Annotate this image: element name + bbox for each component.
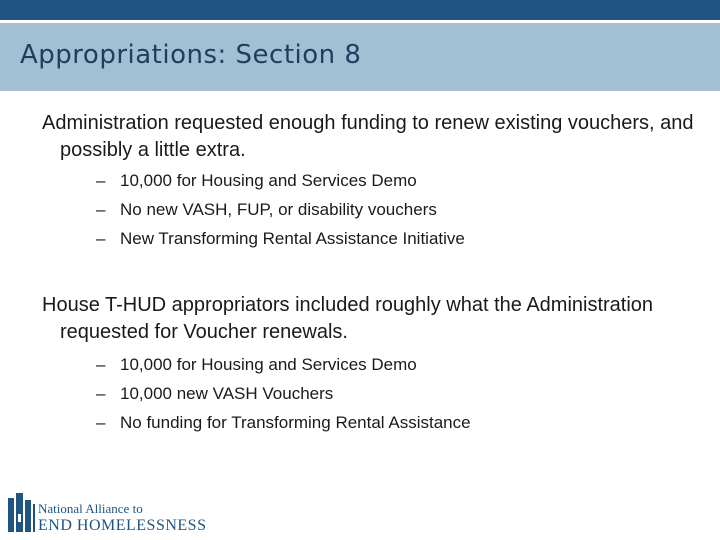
logo-bar-4: [33, 504, 35, 532]
sub-item: [96, 166, 465, 195]
dash-icon: –: [96, 413, 106, 432]
sub-item-text: No new VASH, FUP, or disability vouchers: [120, 200, 437, 219]
main-point-house: House T-HUD appropriators included roughly what the Administration requested for Voucher renewals.: [42, 294, 654, 343]
main-point-administration: Administration requested enough funding to renew existing vouchers, and possibly a little extra.: [42, 112, 694, 161]
logo-bar-2: [16, 493, 23, 532]
header-divider: [0, 20, 720, 22]
logo-line-2: END HOMELESSNESS: [38, 517, 207, 534]
slide-title: Appropriations: Section 8: [20, 40, 362, 70]
sub-item-text: 10,000 for Housing and Services Demo: [120, 355, 417, 374]
sub-item-text: No funding for Transforming Rental Assistance: [120, 413, 471, 432]
sub-item-text: 10,000 for Housing and Services Demo: [120, 171, 417, 190]
sub-list-administration: [96, 166, 465, 253]
dash-icon: –: [96, 171, 106, 190]
logo-line-1: National Alliance to: [38, 501, 143, 516]
dash-icon: –: [96, 229, 106, 248]
sub-item: [96, 379, 471, 408]
dash-icon: –: [96, 384, 106, 403]
header-top-bar: [0, 0, 720, 20]
sub-item: [96, 408, 471, 437]
sub-item: [96, 350, 471, 379]
sub-list-house: [96, 350, 471, 437]
logo-bar-3: [25, 500, 31, 532]
sub-item: [96, 224, 465, 253]
sub-item-text: New Transforming Rental Assistance Initiative: [120, 229, 465, 248]
logo-window: [18, 514, 21, 522]
dash-icon: –: [96, 200, 106, 219]
sub-item: [96, 195, 465, 224]
logo-bar-1: [8, 498, 14, 532]
sub-item-text: 10,000 new VASH Vouchers: [120, 384, 334, 403]
dash-icon: –: [96, 355, 106, 374]
